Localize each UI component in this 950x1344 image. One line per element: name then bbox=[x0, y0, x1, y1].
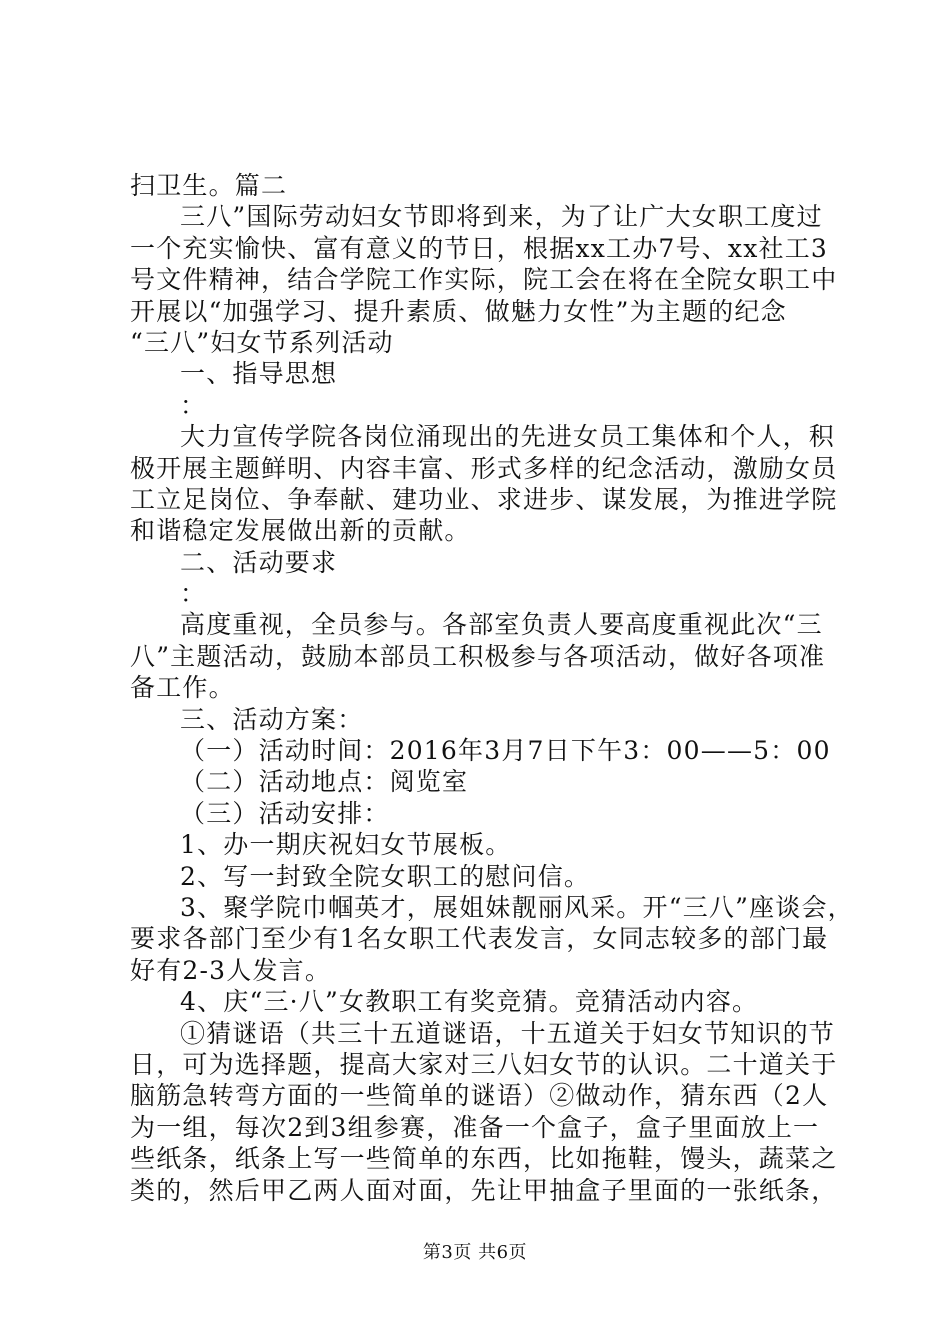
text-line: 些纸条，纸条上写一些简单的东西，比如拖鞋，馒头，蔬菜之 bbox=[130, 1144, 838, 1174]
text-line: 开展以“加强学习、提升素质、做魅力女性”为主题的纪念 bbox=[130, 296, 787, 326]
text-line: ： bbox=[180, 390, 207, 420]
text-line: 号文件精神，结合学院工作实际，院工会在将在全院女职工中 bbox=[130, 265, 838, 295]
text-line: 1、办一期庆祝妇女节展板。 bbox=[180, 830, 512, 860]
text-line: 脑筋急转弯方面的一些简单的谜语）②做动作，猜东西（2人 bbox=[130, 1081, 829, 1111]
text-line: （一）活动时间：2016年3月7日下午3：00——5：00 bbox=[180, 736, 831, 766]
text-line: 三、活动方案： bbox=[180, 704, 364, 734]
text-line: 八”主题活动，鼓励本部员工积极参与各项活动，做好各项准 bbox=[130, 641, 826, 671]
text-line: 2、写一封致全院女职工的慰问信。 bbox=[180, 861, 591, 891]
text-line: 备工作。 bbox=[130, 673, 235, 703]
text-line: 一个充实愉快、富有意义的节日，根据xx工办7号、xx社工3 bbox=[130, 233, 829, 263]
text-line: 为一组，每次2到3组参赛，准备一个盒子，盒子里面放上一 bbox=[130, 1112, 820, 1142]
text-line: 工立足岗位、争奉献、建功业、求进步、谋发展，为推进学院 bbox=[130, 484, 838, 514]
text-line: 要求各部门至少有1名女职工代表发言，女同志较多的部门最 bbox=[130, 924, 829, 954]
text-line: ： bbox=[180, 579, 207, 609]
text-line: 三八”国际劳动妇女节即将到来，为了让广大女职工度过 bbox=[180, 202, 823, 232]
text-line: “三八”妇女节系列活动 bbox=[130, 327, 394, 357]
text-line: 大力宣传学院各岗位涌现出的先进女员工集体和个人，积 bbox=[180, 422, 836, 452]
text-line: 好有2-3人发言。 bbox=[130, 955, 332, 985]
text-line: （二）活动地点：阅览室 bbox=[180, 767, 469, 797]
text-line: 日，可为选择题，提高大家对三八妇女节的认识。二十道关于 bbox=[130, 1049, 838, 1079]
text-line: 二、活动要求 bbox=[180, 547, 338, 577]
text-line: （三）活动安排： bbox=[180, 798, 390, 828]
text-line: 扫卫生。篇二 bbox=[130, 171, 288, 200]
text-line: 极开展主题鲜明、内容丰富、形式多样的纪念活动，激励女员 bbox=[130, 453, 838, 483]
text-line: ①猜谜语（共三十五道谜语，十五道关于妇女节知识的节 bbox=[180, 1018, 836, 1048]
text-line: 高度重视，全员参与。各部室负责人要高度重视此次“三 bbox=[180, 610, 823, 640]
document-body bbox=[130, 170, 854, 1206]
text-line: 一、指导思想 bbox=[180, 359, 338, 389]
page-footer: 第3页 共6页 bbox=[422, 1242, 528, 1263]
text-line: 3、聚学院巾帼英才，展姐妹靓丽风采。开“三八”座谈会， bbox=[180, 892, 854, 922]
text-line: 4、庆“三·八”女教职工有奖竞猜。竞猜活动内容。 bbox=[180, 987, 759, 1017]
text-line: 类的，然后甲乙两人面对面，先让甲抽盒子里面的一张纸条， bbox=[130, 1175, 838, 1205]
text-line: 和谐稳定发展做出新的贡献。 bbox=[130, 516, 471, 546]
